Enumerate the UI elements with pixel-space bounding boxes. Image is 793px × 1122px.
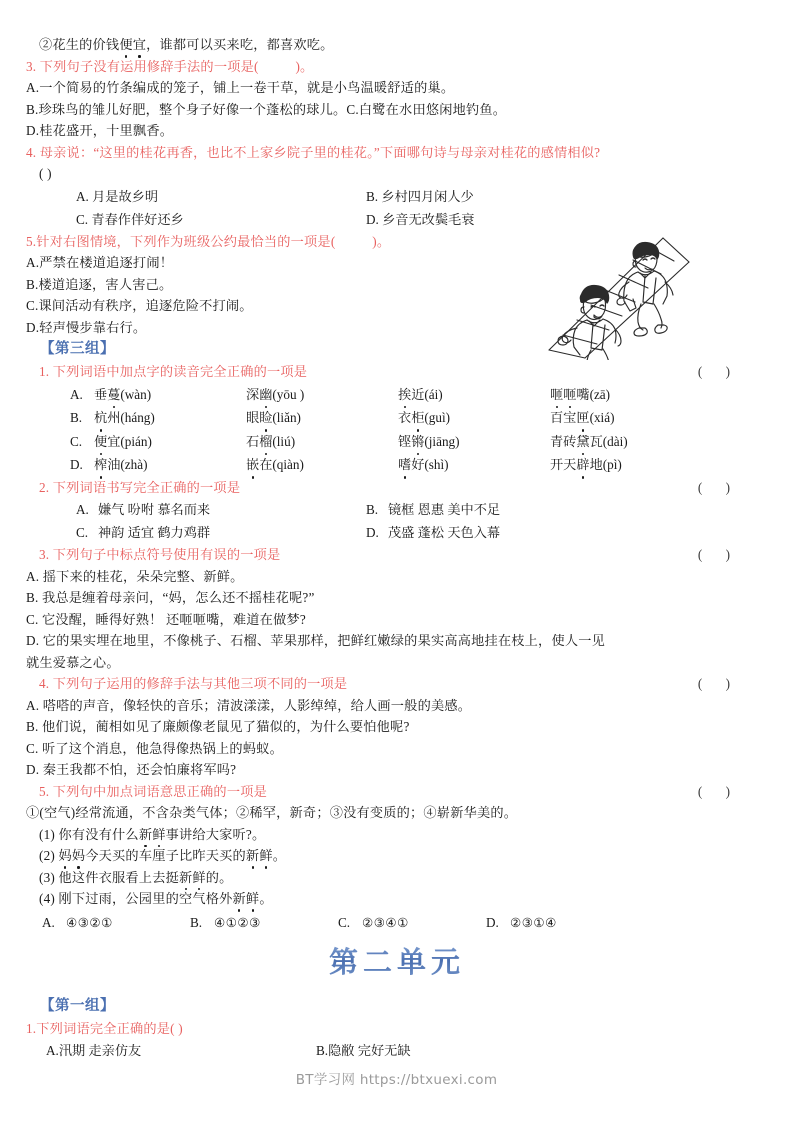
g3-q1-row-b <box>26 406 768 430</box>
q3-option-d[interactable]: D.桂花盛开，十里飘香。 <box>26 123 174 138</box>
q4-option-b[interactable]: B. 乡村四月闲人少 <box>366 188 474 204</box>
emphasis-char: 宜 <box>133 34 146 56</box>
g3-q1-answer-bracket[interactable]: ( ) <box>697 364 740 379</box>
q4-option-a[interactable]: A. 月是故乡明 <box>76 188 159 204</box>
q5-option-d[interactable]: D.轻声慢步靠右行。 <box>26 319 147 335</box>
g3-q5-answer-bracket[interactable]: ( ) <box>697 783 740 799</box>
row-label: C. <box>70 433 83 449</box>
g3-q3-option-a[interactable]: A. 摇下来的桂花，朵朵完整、新鲜。 <box>26 568 244 584</box>
g3-q1-row-d <box>26 453 768 477</box>
pinyin-cell: 挨近(ái) <box>398 383 550 407</box>
pinyin-cell: 铿锵(jiāng) <box>398 430 550 454</box>
g3-q3-answer-bracket[interactable]: ( ) <box>697 547 740 562</box>
g3-q5-sentence-3: (3) 他这件衣服看上去挺新鲜的。 <box>26 867 768 889</box>
g3-q4-stem <box>26 673 768 695</box>
pinyin-cell: 眼睑(liǎn) <box>246 406 398 430</box>
carryover-prefix: ②花生的价钱 <box>39 37 120 52</box>
pinyin-cell: 石榴(liú) <box>246 430 398 454</box>
g3-q3-stem <box>26 544 768 566</box>
pinyin-cell: 嵌在(qiàn) <box>246 453 398 477</box>
g3-q2-option-d[interactable]: D. 茂盛 蓬松 天色入幕 <box>366 525 501 540</box>
q5-stem-tail: )。 <box>372 233 391 249</box>
g3-q5-definitions: ①(空气)经常流通，不含杂类气体；②稀罕，新奇；③没有变质的；④崭新华美的。 <box>26 805 518 820</box>
group-3-heading: 【第三组】 <box>40 341 115 357</box>
q5-option-a[interactable]: A.严禁在楼道追逐打闹！ <box>26 255 174 270</box>
q3-stem-text: 3. 下列句子没有运用修辞手法的一项是( <box>26 58 259 74</box>
g3-q2-stem <box>26 477 768 499</box>
g3-q5-sentence-2: (2) 妈妈今天买的车厘子比昨天买的新鲜。 <box>26 845 768 867</box>
q5-blank[interactable] <box>335 234 372 249</box>
q3-option-b[interactable]: B.珍珠鸟的雏儿好肥，整个身子好像一个蓬松的球儿。C.白鹭在水田悠闲地钓鱼。 <box>26 101 507 117</box>
q4-option-c[interactable]: C. 青春作伴好还乡 <box>76 211 184 227</box>
footer-watermark: BT学习网 https://btxuexi.com <box>295 1072 498 1088</box>
unit2-q1-option-a[interactable]: A.汛期 走亲仿友 <box>46 1043 142 1058</box>
question-4-stem: 4. 母亲说：“这里的桂花再香，也比不上家乡院子里的桂花。”下面哪句诗与母亲对桂花的感情相似? <box>26 144 601 160</box>
g3-q5-answer-b[interactable]: B. ④①②③ <box>190 914 261 930</box>
q5-option-c[interactable]: C.课间活动有秩序，追逐危险不打闹。 <box>26 298 253 313</box>
q3-option-a[interactable]: A.一个简易的竹条编成的笼子，铺上一卷干草，就是小鸟温暖舒适的巢。 <box>26 80 455 95</box>
q3-blank[interactable] <box>259 59 296 74</box>
pinyin-cell: 便宜(pián) <box>94 430 246 454</box>
row-label: D. <box>70 457 83 472</box>
g3-q5-answer-d[interactable]: D. ②③①④ <box>486 914 557 930</box>
unit2-q1-option-b[interactable]: B.隐敝 完好无缺 <box>316 1043 411 1058</box>
g3-q5-answer-options <box>26 910 768 936</box>
pinyin-cell: 开天辟地(pì) <box>550 453 720 477</box>
unit2-group-1-heading: 【第一组】 <box>40 997 115 1014</box>
g3-q4-option-d[interactable]: D. 秦王我都不怕，还会怕廉将军吗? <box>26 762 237 777</box>
q4-options-row-2 <box>26 208 768 231</box>
question-5-stem <box>26 231 768 253</box>
g3-q2-option-a[interactable]: A. 嫌气 吩咐 慕名而来 <box>76 502 211 517</box>
g3-q1-stem <box>26 361 768 383</box>
row-label: A. <box>70 386 83 402</box>
pinyin-cell: 咂咂嘴(zā) <box>550 383 720 407</box>
q4-options-row-1 <box>26 185 768 208</box>
pinyin-cell: 青砖黛瓦(dài) <box>550 430 720 454</box>
g3-q4-answer-bracket[interactable]: ( ) <box>697 676 740 691</box>
g3-q5-stem-text: 5. 下列句中加点词语意思正确的一项是 <box>39 783 267 799</box>
g3-q5-sentence-1: (1) 你有没有什么新鲜事讲给大家听?。 <box>26 824 768 846</box>
unit2-q1-options <box>26 1039 768 1062</box>
g3-q5-answer-a[interactable]: A. ④③②① <box>42 914 113 930</box>
pinyin-cell: 百宝匣(xiá) <box>550 406 720 430</box>
unit-2-title: 第二单元 <box>26 941 768 985</box>
pinyin-cell: 榨油(zhà) <box>94 453 246 477</box>
pinyin-cell: 衣柜(guì) <box>398 406 550 430</box>
g3-q5-sentence-4: (4) 刚下过雨，公园里的空气格外新鲜。 <box>26 888 768 910</box>
g3-q4-option-c[interactable]: C. 听了这个消息，他急得像热锅上的蚂蚁。 <box>26 740 283 756</box>
question-3-stem <box>26 56 768 78</box>
q5-stem-text: 5.针对右图情境，下列作为班级公约最恰当的一项是( <box>26 233 336 249</box>
g3-q2-option-b[interactable]: B. 镜框 恩惠 美中不足 <box>366 502 501 517</box>
g3-q4-stem-text: 4. 下列句子运用的修辞手法与其他三项不同的一项是 <box>39 676 348 691</box>
g3-q3-option-d[interactable]: D. 它的果实埋在地里，不像桃子、石榴、苹果那样，把鲜红嫩绿的果实高高地挂在枝上，使人一见 <box>26 633 605 648</box>
q3-stem-tail: )。 <box>295 58 314 74</box>
unit2-q1-stem: 1.下列词语完全正确的是( ) <box>26 1020 183 1036</box>
g3-q1-stem-text: 1. 下列词语中加点字的读音完全正确的一项是 <box>39 364 308 379</box>
pinyin-cell: 垂蔓(wàn) <box>94 383 246 407</box>
g3-q3-option-c[interactable]: C. 它没醒，睡得好熟！ 还咂咂嘴，难道在做梦? <box>26 611 306 627</box>
q4-option-d[interactable]: D. 乡音无改鬓毛衰 <box>366 211 475 227</box>
g3-q1-row-a <box>26 383 768 407</box>
pinyin-cell: 杭州(háng) <box>94 406 246 430</box>
g3-q2-stem-text: 2. 下列词语书写完全正确的一项是 <box>39 479 241 495</box>
g3-q2-options-row-2 <box>26 521 768 544</box>
g3-q3-option-b[interactable]: B. 我总是缠着母亲问，“妈，怎么还不摇桂花呢?” <box>26 590 315 605</box>
q5-option-b[interactable]: B.楼道追逐，害人害己。 <box>26 276 173 292</box>
pinyin-cell: 深幽(yōu ) <box>246 383 398 407</box>
g3-q3-option-d-wrap: 就生爱慕之心。 <box>26 654 120 670</box>
g3-q4-option-a[interactable]: A. 嗒嗒的声音，像轻快的音乐；清波漾漾，人影绰绰，给人画一般的美感。 <box>26 697 472 713</box>
emphasis-char: 便 <box>119 34 132 56</box>
g3-q4-option-b[interactable]: B. 他们说，蔺相如见了廉颇像老鼠见了猫似的，为什么要怕他呢? <box>26 719 410 734</box>
g3-q2-options-row-1 <box>26 498 768 521</box>
g3-q1-row-c <box>26 430 768 454</box>
g3-q2-answer-bracket[interactable]: ( ) <box>697 479 740 495</box>
g3-q2-option-c[interactable]: C. 神韵 适宜 鹤力鸡群 <box>76 525 211 540</box>
pinyin-cell: 嗜好(shì) <box>398 453 550 477</box>
q4-answer-bracket[interactable]: ( ) <box>39 166 52 181</box>
g3-q5-stem <box>26 781 768 803</box>
carryover-suffix: ，谁都可以买来吃，都喜欢吃。 <box>146 37 334 52</box>
g3-q5-answer-c[interactable]: C. ②③④① <box>338 914 409 930</box>
worksheet-content <box>26 34 768 1062</box>
carryover-item <box>26 34 768 56</box>
g3-q3-stem-text: 3. 下列句子中标点符号使用有误的一项是 <box>39 547 281 562</box>
row-label: B. <box>70 410 83 425</box>
